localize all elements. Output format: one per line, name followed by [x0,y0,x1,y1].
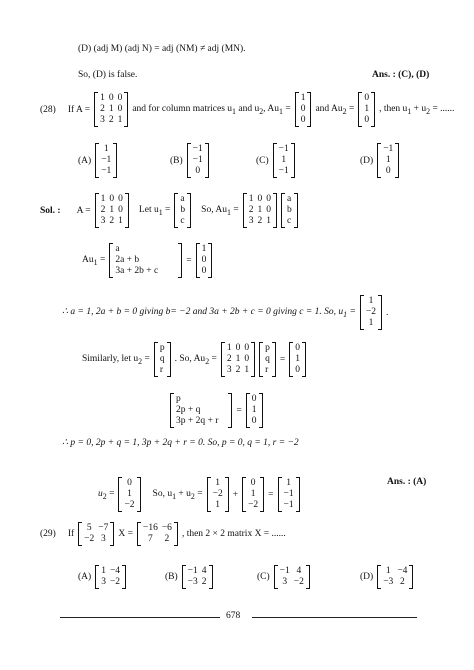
sol-u2-label-a: u [98,488,103,499]
matrix-cell: 3 [248,216,254,226]
matrix-cell: −3 [187,577,198,587]
sol-similarly-sub: 2 [138,356,143,366]
sol-let-u1-eq: = [162,204,171,215]
matrix-cell: 0 [244,343,250,353]
q28-comma-au1: , Au [263,103,280,114]
matrix-cell: 0 [251,416,257,426]
matrix-cell: 3 [100,216,106,226]
matrix-cell: 3p + 2q + r [176,416,219,426]
matrix-cell: 2p + q [176,405,201,415]
q28-sub1c: 1 [407,106,412,116]
sol-sum-plus-sign: + [232,489,239,500]
matrix-cell: −1 [283,500,294,510]
matrix-cell: 1 [127,489,132,499]
q29-option-a [76,565,128,589]
sol-similarly-text [82,354,150,366]
q29-if: If [67,529,75,539]
matrix-cell: a [180,194,185,204]
matrix-cell: −3 [383,577,394,587]
q28-option-a [76,143,119,178]
q28-if-a: If A = [67,104,91,115]
sol-matrix-a-3 [221,342,255,377]
matrix-cell: 7 [148,534,153,544]
sol-u2-sum-line [96,477,302,512]
matrix-cell: 4 [201,566,207,576]
matrix-cell: 0 [118,194,123,204]
sol-so-sum-eq: = [194,488,203,499]
matrix-cell: −2 [109,577,121,587]
matrix-cell: 3 [226,365,232,375]
sol-u2-label [98,489,114,501]
matrix-cell: 1 [364,104,370,114]
sol-line1 [38,193,300,228]
q29-option-d-label: (D) [360,572,374,582]
matrix-cell: 1 [385,155,391,165]
q28-then-a: , then u [379,103,408,114]
sol-so-sum-sub1: 1 [172,491,177,501]
q28-and: and u [236,103,260,114]
sol-au2-expr-eq: = [236,405,242,416]
sol-au2-expr [170,393,232,428]
sol-unit2 [289,342,306,377]
q29-x-eq: X = [118,529,133,539]
sol-so-sum-a: So, u [152,488,173,499]
matrix-cell: 0 [118,205,123,215]
sol-answer [385,477,428,487]
matrix-cell: 1 [226,343,232,353]
matrix-cell: −2 [84,534,95,544]
q29-option-c [255,565,312,589]
sol-au2-eq: = [279,354,286,365]
sol-therefore1-dot: . [386,307,389,318]
matrix-cell: −7 [98,523,109,533]
q29-option-b-label: (B) [165,572,178,582]
matrix-cell: −1 [101,155,112,165]
matrix-cell: 0 [295,343,300,353]
sol-so-sum-plus: + u [176,488,191,499]
q28-option-b-matrix [187,143,209,178]
sol-therefore1-text [62,306,356,319]
sol-let-u1 [139,205,170,217]
matrix-cell: 3 [282,577,288,587]
prev-so-false-text: So, (D) is false. [78,70,138,80]
matrix-cell: 1 [300,93,306,103]
q29-then: , then 2 × 2 matrix X = ...... [181,529,286,539]
matrix-cell: r [159,365,163,375]
matrix-cell: q [265,354,270,364]
sol-u2-label-sub: 2 [102,491,107,501]
sol-au1-label-eq: = [97,254,106,265]
page-number-text: 678 [226,611,241,621]
sol-so-au2-a: . So, Au [174,353,206,364]
prev-line-d [76,44,248,54]
q29-option-b [163,565,215,589]
matrix-cell: −2 [293,577,304,587]
sol-therefore1 [60,295,390,330]
sol-similarly [80,342,308,377]
matrix-cell: 2 [235,365,241,375]
matrix-cell: 2 [164,534,170,544]
q28-sub2: 2 [259,106,264,116]
sol-sum-eq: = [268,489,274,500]
q29-option-d [358,565,415,589]
matrix-cell: 0 [266,205,271,215]
sol-so-au1-a: So, Au [201,204,228,215]
q28-option-a-label: (A) [78,155,92,166]
q28-option-d-label: (D) [360,155,374,166]
matrix-cell: −1 [101,166,112,176]
sol-so-au2-sub: 2 [205,356,210,366]
q28-sub2c: 2 [426,106,431,116]
matrix-cell: 3 [101,577,106,587]
matrix-cell: 1 [281,155,287,165]
matrix-cell: 0 [201,255,207,265]
matrix-cell: 2 [108,115,114,125]
q29-number: (29) [40,529,56,539]
q28-option-c [254,143,297,178]
matrix-cell: 3a + 2b + c [115,266,159,276]
sol-so-sum-sub2: 2 [190,491,195,501]
q28-matrix-a [94,92,128,127]
sol-matrix-a [95,193,129,228]
q28-and-au2 [315,104,354,116]
q28-number: (28) [40,104,56,115]
matrix-cell: 0 [364,115,370,125]
matrix-cell: 1 [108,104,114,114]
matrix-cell: −2 [124,500,135,510]
q28-option-c-matrix [273,143,295,178]
matrix-cell: 1 [257,205,263,215]
matrix-cell: −1 [279,566,290,576]
matrix-cell: c [286,216,292,226]
q28-then [379,104,454,116]
q28-dots: = ...... [430,103,455,114]
matrix-cell: 0 [385,166,391,176]
sol-similarly-eq: = [142,353,150,364]
matrix-cell: 0 [109,194,115,204]
matrix-cell: −2 [365,307,377,317]
matrix-cell: 3 [100,534,106,544]
sol-so-au1 [201,205,239,217]
sol-therefore2-text: ∴ p = 0, 2p + q = 1, 3p + 2q + r = 0. So, p = 0, q = 1, r = −2 [62,438,299,448]
sol-au2-line [168,393,265,428]
matrix-cell: a [115,244,120,254]
sol-sum-u1 [207,477,229,512]
matrix-cell: 0 [257,194,263,204]
sol-u2-label-eq: = [106,488,115,499]
q28-eq1: = [282,103,291,114]
matrix-cell: 1 [109,205,115,215]
q29-option-c-matrix [274,565,310,589]
q29-matrix-2 [137,522,178,546]
matrix-cell: 1 [385,566,391,576]
matrix-cell: 0 [127,478,132,488]
matrix-cell: −16 [142,523,158,533]
matrix-cell: 1 [215,478,221,488]
matrix-cell: 4 [296,566,302,576]
sol-so-au1-eq: = [230,204,239,215]
matrix-cell: a [286,194,292,204]
matrix-cell: 1 [244,365,250,375]
footer-rule-right [252,617,417,618]
matrix-cell: 0 [195,166,201,176]
matrix-cell: 1 [103,144,109,154]
matrix-cell: 2 [109,216,115,226]
matrix-cell: 0 [300,115,306,125]
sol-so-sum [153,489,203,501]
prev-answer [370,70,431,80]
matrix-cell: 0 [117,104,123,114]
matrix-cell: 0 [300,104,306,114]
matrix-cell: 2 [201,577,207,587]
matrix-cell: 3 [100,115,105,125]
sol-therefore2 [60,437,301,448]
q28-and-au2-a: and Au [315,103,343,114]
matrix-cell: 2 [100,104,105,114]
sol-u1-vector-2 [281,193,298,228]
matrix-cell: −2 [212,489,223,499]
q29-option-d-matrix [377,565,413,589]
matrix-cell: −6 [161,523,172,533]
sol-therefore1-a: ∴ a = 1, 2a + b = 0 giving b= −2 and 3a + 2b + c = 0 giving c = 1. So, u [62,307,344,318]
footer-rule-left [60,617,220,618]
matrix-cell: 0 [117,93,123,103]
matrix-cell: −1 [192,144,203,154]
matrix-cell: 0 [235,343,241,353]
sol-u2-vector-2 [259,342,276,377]
q29-option-c-label: (C) [257,572,270,582]
sol-matrix-a-2 [243,193,277,228]
q28-option-b-label: (B) [170,155,183,166]
matrix-cell: 0 [250,478,256,488]
sol-u1-result [360,295,382,330]
q28-eq2: = [346,103,355,114]
sol-so-au2-eq: = [209,353,217,364]
matrix-cell: 1 [286,478,291,488]
matrix-cell: 2 [226,354,232,364]
prev-so-false [76,70,139,80]
matrix-cell: 1 [266,216,271,226]
matrix-cell: 2 [399,577,405,587]
sol-u1-vector [174,193,191,228]
sol-unit1 [196,243,213,278]
q28-col-au1 [295,92,312,127]
matrix-cell: 1 [235,354,241,364]
matrix-cell: q [159,354,165,364]
sol-au1-line [80,243,214,278]
q28-sub1b: 1 [279,106,283,116]
q28-statement [38,92,456,127]
sol-a-eq: A = [76,205,91,216]
sol-u2-vector [154,342,171,377]
matrix-cell: 1 [201,244,207,254]
sol-therefore1-eq: = [347,307,356,318]
matrix-cell: 1 [295,354,300,364]
matrix-cell: 1 [248,194,254,204]
q29-statement [38,522,288,546]
matrix-cell: 1 [215,500,221,510]
matrix-cell: 2 [100,205,106,215]
sol-au1-label-sub: 1 [93,257,98,267]
matrix-cell: 1 [251,405,257,415]
q29-option-a-matrix [95,565,126,589]
matrix-cell: 0 [251,394,257,404]
matrix-cell: 0 [108,93,114,103]
sol-label: Sol. : [40,205,61,216]
sol-au1-label-a: Au [82,254,94,265]
q29-option-b-matrix [182,565,213,589]
q28-option-a-matrix [95,143,117,178]
matrix-cell: 1 [100,194,106,204]
matrix-cell: −1 [278,166,289,176]
matrix-cell: r [265,365,269,375]
matrix-cell: −2 [248,500,259,510]
matrix-cell: −1 [192,155,203,165]
matrix-cell: −1 [283,489,294,499]
matrix-cell: 0 [266,194,271,204]
q29-matrix-1 [78,522,114,546]
sol-similarly-a: Similarly, let u [82,353,139,364]
sol-therefore1-sub: 1 [343,309,348,319]
matrix-cell: 1 [100,93,105,103]
matrix-cell: −1 [278,144,289,154]
sol-so-au1-sub: 1 [227,207,231,217]
matrix-cell: 0 [244,354,250,364]
matrix-cell: 1 [118,216,123,226]
sol-sum-result [278,477,300,512]
q28-option-d [358,143,401,178]
q28-sub2b: 2 [342,106,347,116]
matrix-cell: 1 [368,318,374,328]
sol-let-u1-a: Let u [138,204,159,215]
sol-so-au2 [175,354,217,366]
matrix-cell: p [159,343,165,353]
matrix-cell: 1 [250,489,256,499]
matrix-cell: 2 [248,205,254,215]
matrix-cell: 1 [117,115,123,125]
matrix-cell: 5 [86,523,92,533]
matrix-cell: 2a + b [115,255,140,265]
matrix-cell: 0 [295,365,300,375]
prev-line-d-text: (D) (adj M) (adj N) = adj (NM) ≠ adj (MN). [78,44,246,54]
q28-text-mid [132,104,290,116]
matrix-cell: 0 [364,93,370,103]
matrix-cell: −1 [383,144,394,154]
matrix-cell: b [286,205,292,215]
sol-sum-u2 [242,477,264,512]
q28-col-au2 [358,92,375,127]
sol-au1-expr [109,243,182,278]
matrix-cell: 2 [257,216,263,226]
q28-sub1: 1 [232,106,236,116]
sol-au1-label [82,255,105,267]
matrix-cell: p [176,394,181,404]
matrix-cell: c [180,216,185,226]
q28-option-b [168,143,211,178]
sol-unit2-b [246,393,263,428]
matrix-cell: −4 [397,566,408,576]
sol-let-u1-sub: 1 [158,207,163,217]
q28-option-c-label: (C) [256,155,269,166]
prev-answer-text: Ans. : (C), (D) [372,70,430,80]
q28-text-mid-a: and for column matrices u [132,103,233,114]
matrix-cell: b [180,205,186,215]
q29-option-a-label: (A) [78,572,92,582]
matrix-cell: −4 [109,566,121,576]
matrix-cell: −1 [187,566,198,576]
q28-option-d-matrix [377,143,399,178]
sol-u2-result [118,477,140,512]
sol-answer-text: Ans. : (A) [387,477,427,487]
matrix-cell: 1 [368,296,374,306]
q28-plus-u: + u [411,103,427,114]
matrix-cell: p [265,343,270,353]
sol-au1-eq: = [186,255,192,266]
page-number [224,611,242,621]
matrix-cell: 0 [201,266,207,276]
matrix-cell: 1 [101,566,106,576]
